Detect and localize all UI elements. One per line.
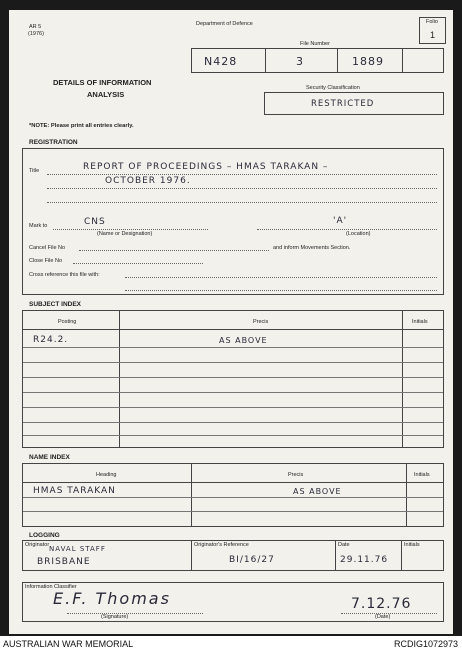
form-subtitle: ANALYSIS — [87, 90, 125, 99]
cancel-file-suffix: and inform Movements Section. — [273, 245, 351, 251]
registration-box — [22, 148, 444, 295]
folio-label: Folio — [426, 19, 438, 25]
title-line-1: REPORT OF PROCEEDINGS – HMAS TARAKAN – — [83, 162, 329, 172]
name-col-heading: Heading — [96, 472, 117, 478]
reference-label: Originator's Reference — [194, 542, 249, 548]
registration-header: REGISTRATION — [29, 139, 78, 146]
form-year: (1976) — [28, 31, 44, 37]
file-number-label: File Number — [300, 41, 330, 47]
folio-box — [419, 17, 446, 44]
print-note: *NOTE: Please print all entries clearly. — [29, 123, 134, 129]
mark-to-value: CNS — [84, 217, 106, 227]
logging-header: LOGGING — [29, 532, 60, 539]
form-page — [9, 10, 453, 634]
location-value: 'A' — [333, 216, 348, 226]
archive-footer — [0, 636, 462, 653]
department-label: Department of Defence — [196, 21, 253, 27]
close-file-label: Close File No — [29, 258, 63, 264]
name-index-box — [22, 463, 444, 527]
name-row-heading: HMAS TARAKAN — [33, 486, 116, 496]
title-line-2: OCTOBER 1976. — [105, 176, 191, 186]
footer-right-text: RCDIG1072973 — [393, 639, 458, 649]
folio-value: 1 — [430, 30, 436, 40]
mark-to-caption: (Name or Designation) — [97, 231, 153, 237]
location-caption: (Location) — [346, 231, 371, 237]
name-row-precis: AS ABOVE — [293, 487, 342, 496]
subject-col-precis: Precis — [253, 319, 269, 325]
subject-index-box — [22, 310, 444, 448]
subject-row-precis: AS ABOVE — [219, 336, 268, 345]
classifier-signature: E.F. Thomas — [53, 589, 171, 608]
logging-date-value: 29.11.76 — [340, 555, 389, 565]
cross-reference-label: Cross reference this file with: — [29, 272, 100, 278]
originator-value-2: BRISBANE — [37, 557, 91, 567]
subject-index-header: SUBJECT INDEX — [29, 301, 82, 308]
title-label: Title — [29, 168, 40, 174]
logging-initials-label: Initials — [404, 542, 420, 548]
logging-date-label: Date — [338, 542, 350, 548]
security-label: Security Classification — [306, 85, 360, 91]
classifier-date: 7.12.76 — [351, 596, 412, 612]
security-box — [264, 92, 444, 115]
form-code: AR 5 — [29, 24, 42, 30]
classifier-box — [22, 582, 444, 622]
name-col-precis: Precis — [288, 472, 304, 478]
file-number-1: N428 — [204, 55, 238, 68]
file-number-2: 3 — [296, 55, 304, 68]
logging-box — [22, 540, 444, 571]
security-value: RESTRICTED — [311, 99, 375, 109]
name-index-header: NAME INDEX — [29, 454, 70, 461]
cancel-file-label: Cancel File No — [29, 245, 66, 251]
footer-left-text: AUSTRALIAN WAR MEMORIAL — [3, 639, 134, 649]
classifier-label: Information Classifier — [25, 584, 77, 590]
originator-value-1: NAVAL STAFF — [49, 545, 106, 553]
subject-col-posting: Posting — [58, 319, 77, 325]
form-title: DETAILS OF INFORMATION — [53, 78, 152, 87]
reference-value: BI/16/27 — [229, 555, 275, 565]
signature-caption: (Signature) — [101, 614, 129, 620]
originator-label: Originator — [25, 542, 50, 548]
subject-row-posting: R24.2. — [33, 335, 69, 345]
subject-col-initials: Initials — [412, 319, 428, 325]
file-number-3: 1889 — [352, 55, 384, 68]
name-col-initials: Initials — [414, 472, 430, 478]
mark-to-label: Mark to — [29, 223, 48, 229]
file-number-box — [191, 48, 444, 73]
date-caption: (Date) — [375, 614, 391, 620]
